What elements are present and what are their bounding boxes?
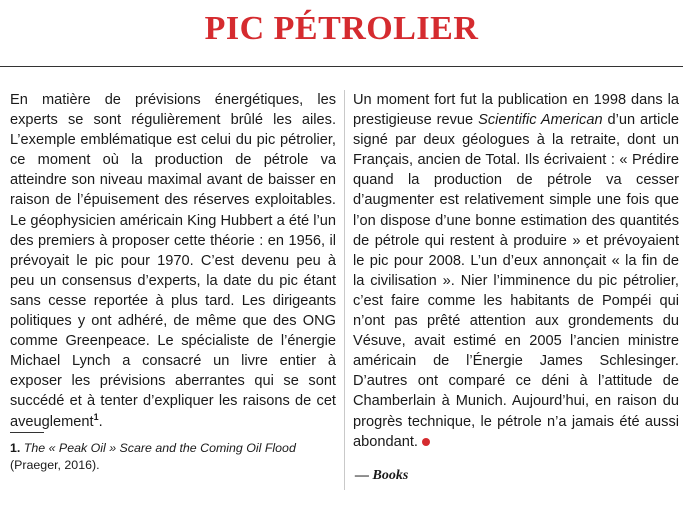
footnote-book-title: The « Peak Oil » Scare and the Coming Oil Flood xyxy=(23,441,296,455)
right-column-text-after: d’un article signé par deux géologues à la retraite, dont un Français, ancien de Total. Ils écrivaient : « Prédire quand la production de pétrole va cesser d’augmenter est relativement simple une fois que l’on dispose d’une bonne estimation des quantités de pétrole qui restent à produire » et prévoyaient le pic pour 2008. L’un d’eux annonçait « la fin de la civilisation ». Nier l’imminence du pic pétrolier, c’est faire comme les habitants de Pompéi qui n’ont pas prêté attention aux grondements du Vésuve, avait estimé en 2005 l’ancien ministre américain de l’Énergie James Schlesinger. D’autres ont comparé ce déni à l’attitude de Chamberlain à Munich. Aujourd’hui, en raison du progrès technique, le pétrole n’a jamais été aussi abondant. xyxy=(353,112,679,450)
source-signoff: — Books xyxy=(355,468,409,483)
right-column-text-before: Un moment fort fut la publication en 1998 dans la prestigieuse revue xyxy=(353,92,679,129)
magazine-name: Scientific American xyxy=(478,112,603,129)
left-column xyxy=(10,90,336,432)
footnote-publisher: (Praeger, 2016). xyxy=(10,458,100,472)
footnote-marker: 1 xyxy=(93,411,99,422)
footnote xyxy=(10,440,336,474)
right-column xyxy=(353,90,679,452)
footnote-number: 1. xyxy=(10,441,21,455)
left-column-period: . xyxy=(98,413,103,430)
column-divider xyxy=(344,90,345,490)
title-rule xyxy=(0,66,683,67)
article-title: PIC PÉTROLIER xyxy=(204,10,479,47)
end-mark-dot xyxy=(422,438,430,446)
footnote-rule xyxy=(10,432,44,433)
left-column-text: En matière de prévisions énergétiques, les experts se sont régulièrement brûlé les ailes. L’exemple emblématique est celui du pic pétrolier, ce moment où la production de pétrole va atteindre son niveau maximal avant de baisser en raison de l’épuisement des réserves exploitables. Le géophysicien américain King Hubbert a été l’un des premiers à proposer cette théorie : en 1956, il prévoyait le pic pour 1970. C’est devenu peu à peu un consensus d’experts, la date du pic étant sans cesse reportée à plus tard. Les dirigeants politiques y ont adhéré, de même que des ONG comme Greenpeace. Le spécialiste de l’énergie Michael Lynch a consacré un livre entier à exposer les prévisions aberrantes qui se sont succédé et à tenter d’expliquer les raisons de cet aveuglement xyxy=(10,92,336,430)
